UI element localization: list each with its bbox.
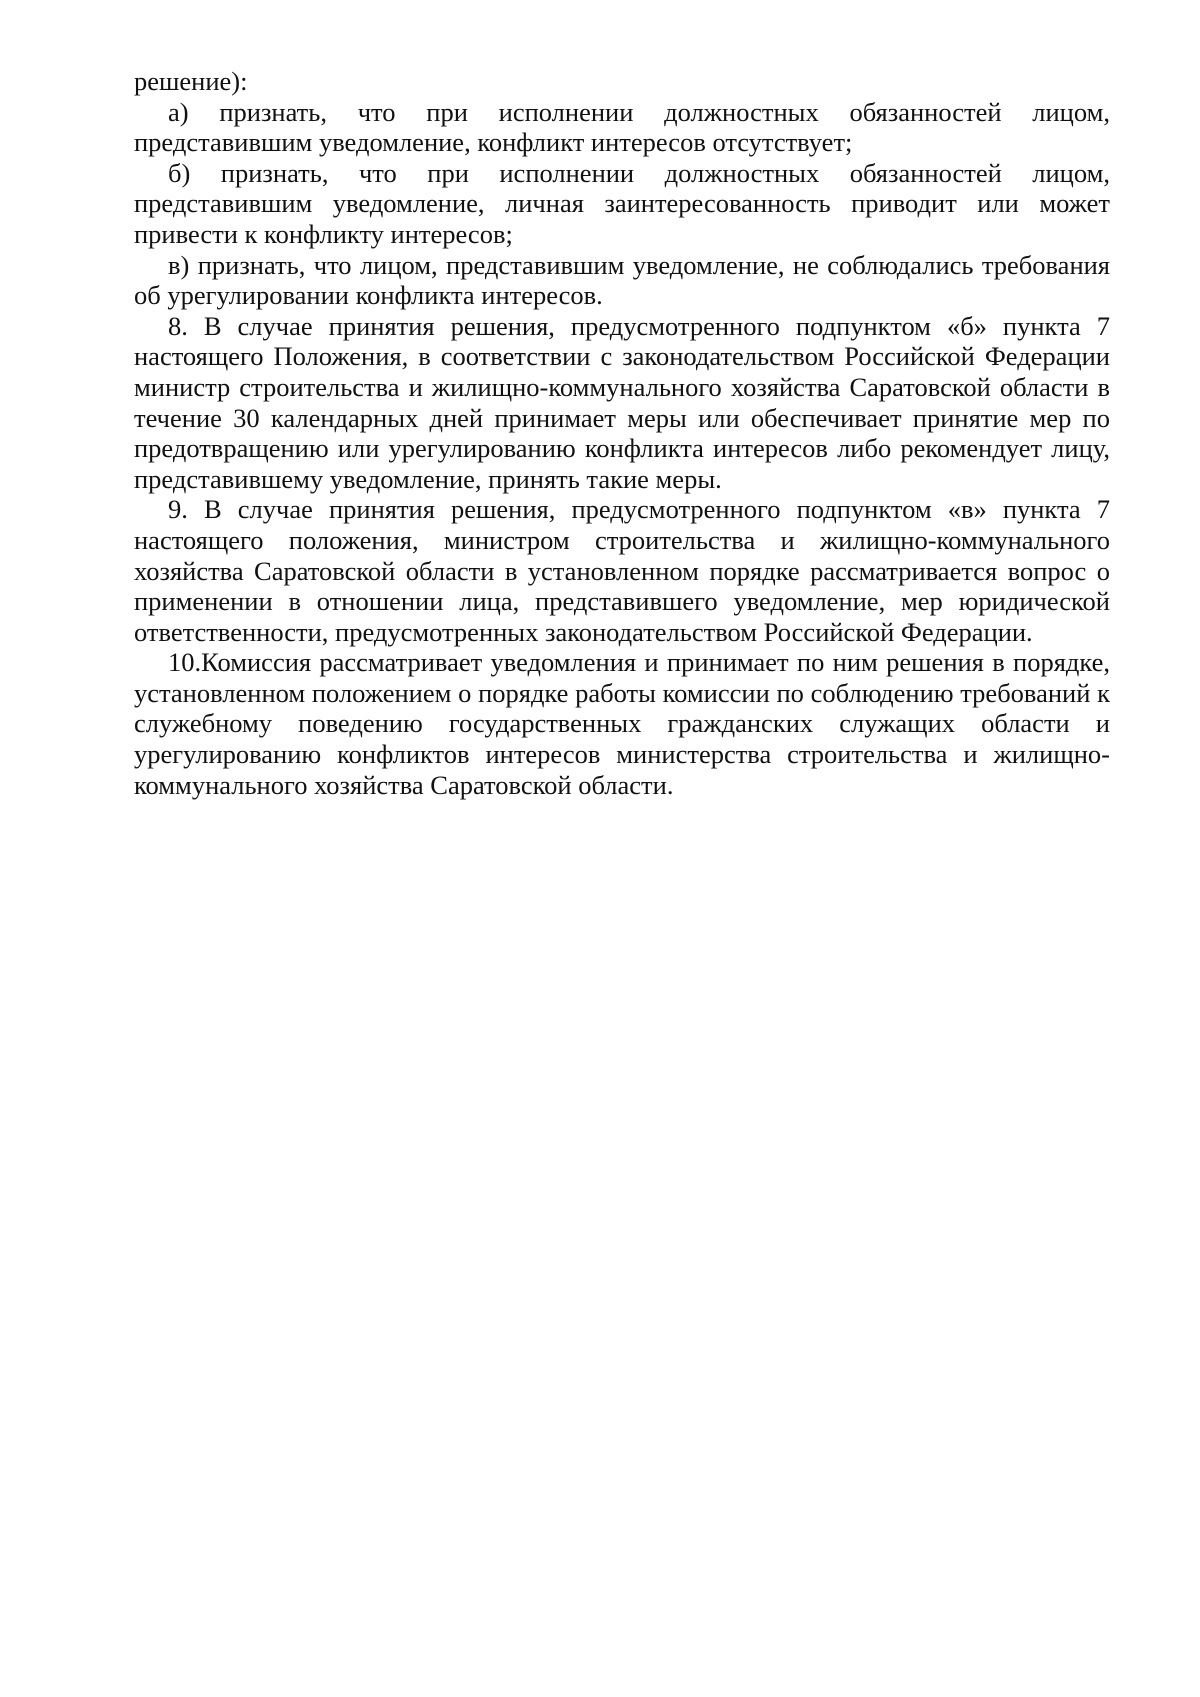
paragraph-option-b: б) признать, что при исполнении должностных обязанностей лицом, представившим уведомление, личная заинтересованность приводит или может привести к конфликту интересов; xyxy=(134,157,1110,249)
paragraph-option-a: а) признать, что при исполнении должностных обязанностей лицом, представившим уведомление, конфликт интересов отсутствует; xyxy=(134,96,1110,158)
paragraph-clause-10: 10.Комиссия рассматривает уведомления и принимает по ним решения в порядке, установленном положением о порядке работы комиссии по соблюдению требований к служебному поведению государственных гражданских служащих области и урегулированию конфликтов интересов министерства строительства и жилищно-коммунального хозяйства Саратовской области. xyxy=(134,647,1110,800)
paragraph-option-v: в) признать, что лицом, представившим уведомление, не соблюдались требования об урегулировании конфликта интересов. xyxy=(134,249,1110,311)
paragraph-decision-continuation: решение): xyxy=(134,66,248,96)
document-body xyxy=(134,66,1110,800)
paragraph-clause-9: 9. В случае принятия решения, предусмотренного подпунктом «в» пункта 7 настоящего положения, министром строительства и жилищно-коммунального хозяйства Саратовской области в установленном порядке рассматривается вопрос о применении в отношении лица, представившего уведомление, мер юридической ответственности, предусмотренных законодательством Российской Федерации. xyxy=(134,494,1110,647)
paragraph-clause-8: 8. В случае принятия решения, предусмотренного подпунктом «б» пункта 7 настоящего Положения, в соответствии с законодательством Российской Федерации министр строительства и жилищно-коммунального хозяйства Саратовской области в течение 30 календарных дней принимает меры или обеспечивает принятие мер по предотвращению или урегулированию конфликта интересов либо рекомендует лицу, представившему уведомление, принять такие меры. xyxy=(134,310,1110,494)
